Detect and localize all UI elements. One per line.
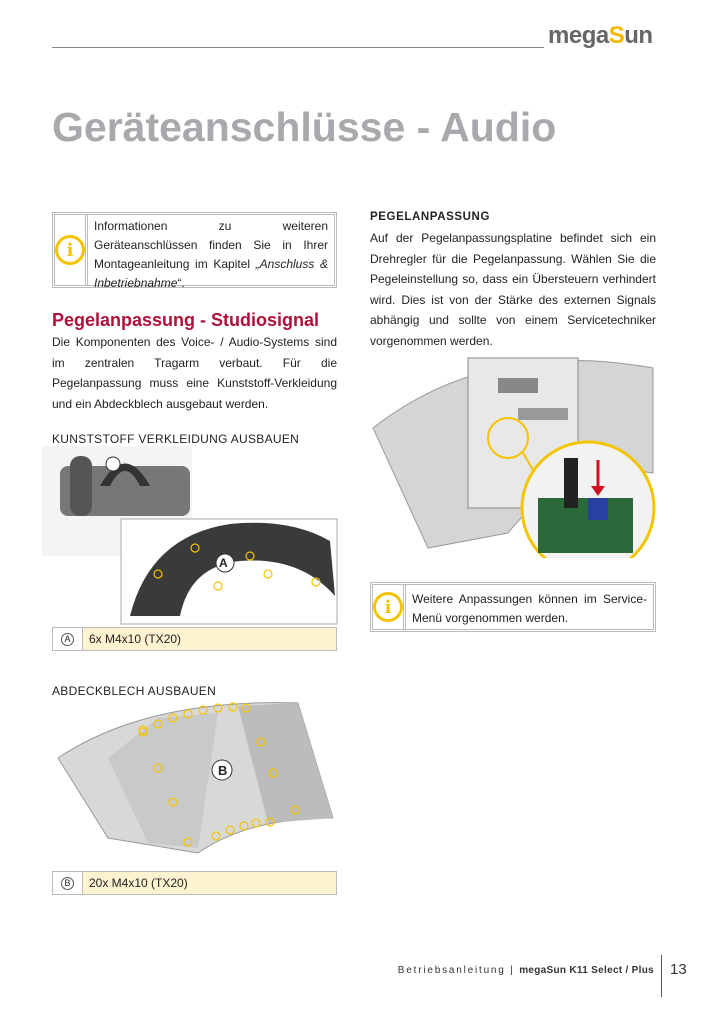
info-box-right	[370, 582, 656, 632]
info-icon: i	[373, 592, 403, 622]
right-body: Auf der Pegelanpassungsplatine befindet sich ein Drehregler für die Pegelanpassung. Wählen Sie die Pegeleinstellung so, dass ein Übersteuern verhindert wird. Dies ist von der Stärke des externen Signals abhängig und sollte von einem Servicetechniker vorgenommen werden.	[370, 231, 656, 348]
page-title: Geräteanschlüsse - Audio	[52, 104, 557, 150]
badge-b: B	[61, 877, 74, 890]
info-text-right: Weitere Anpassungen können im Service-Menü vorgenommen werden.	[412, 592, 647, 625]
footer-divider	[661, 955, 662, 997]
section-body: Die Komponenten des Voice- / Audio-Systems sind im zentralen Tragarm verbaut. Für die Pegelanpassung muss eine Kunststoff-Verkleidung und ein Abdeckblech ausgebaut werden.	[52, 335, 337, 411]
badge-a: A	[61, 633, 74, 646]
level-board-illustration	[368, 348, 658, 558]
footer-text: Betriebsanleitung | megaSun K11 Select / Plus	[397, 965, 654, 976]
label-a: A	[219, 556, 228, 570]
header-rule	[52, 47, 544, 48]
subheading-cover: KUNSTSTOFF VERKLEIDUNG AUSBAUEN	[52, 432, 300, 446]
legend-b-text: 20x M4x10 (TX20)	[83, 872, 336, 894]
info-icon: i	[55, 235, 85, 265]
label-b: B	[218, 763, 228, 778]
info-box	[52, 212, 337, 288]
page-number: 13	[670, 961, 687, 978]
plate-removal-illustration	[48, 698, 338, 863]
legend-b	[52, 871, 337, 895]
legend-a	[52, 627, 337, 651]
info-text: Informationen zu weiteren Geräteanschlüssen finden Sie in Ihrer Montageanleitung im Kapitel „Anschluss & Inbetriebnahme“.	[94, 219, 328, 290]
megasun-logo: megaSun	[548, 22, 653, 49]
legend-a-text: 6x M4x10 (TX20)	[83, 628, 336, 650]
subheading-plate: ABDECKBLECH AUSBAUEN	[52, 684, 217, 698]
cover-removal-illustration	[40, 446, 340, 626]
right-heading: PEGELANPASSUNG	[370, 211, 491, 223]
section-heading: Pegelanpassung - Studiosignal	[52, 310, 320, 330]
